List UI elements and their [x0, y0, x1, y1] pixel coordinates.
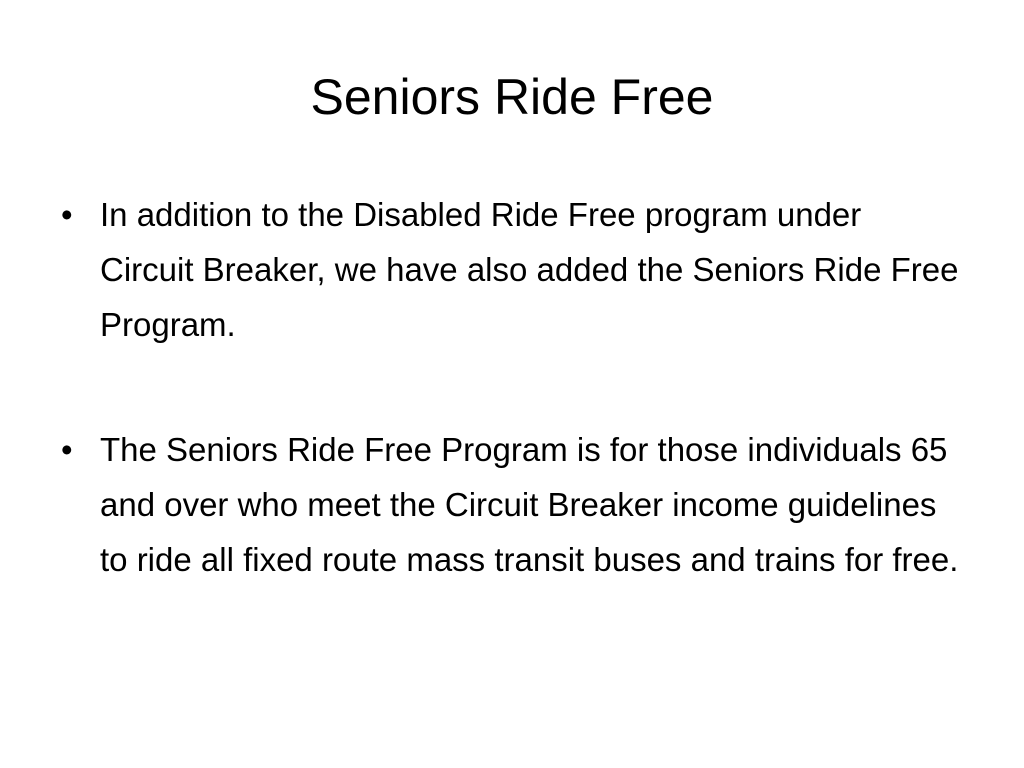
bullet-marker-icon: •	[61, 431, 73, 468]
bullet-text: The Seniors Ride Free Program is for those individuals 65 and over who meet the Circuit Breaker income guidelines to ride all fixed route mass transit buses and trains for free.	[100, 431, 959, 578]
bullet-item-seniors-program	[58, 422, 963, 587]
bullet-text: In addition to the Disabled Ride Free program under Circuit Breaker, we have also added the Seniors Ride Free Program.	[100, 196, 959, 343]
bullet-marker-icon: •	[61, 196, 73, 233]
bullet-list	[58, 187, 963, 587]
slide-title: Seniors Ride Free	[310, 69, 714, 125]
bullet-item-disabled-ride-free	[58, 187, 963, 352]
